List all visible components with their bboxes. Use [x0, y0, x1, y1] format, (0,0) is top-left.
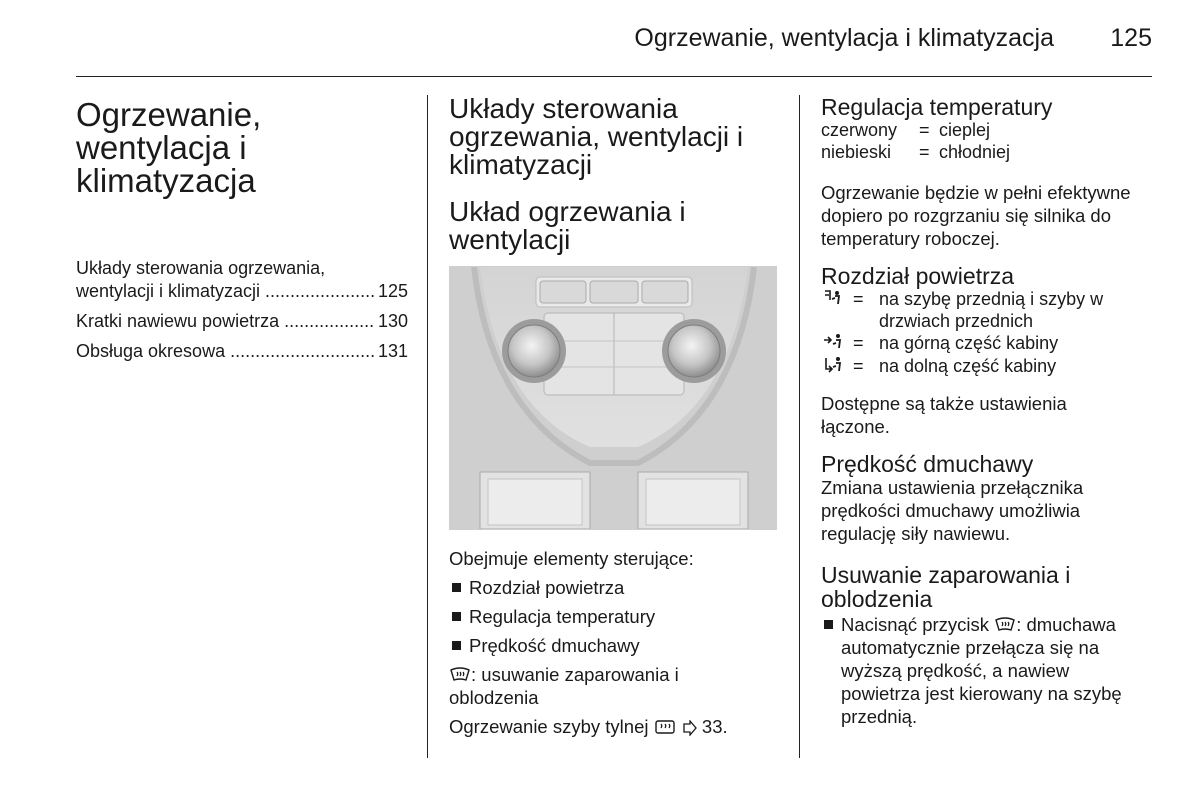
details-column	[821, 95, 1155, 728]
page-number: 125	[1110, 24, 1152, 52]
toc-entry[interactable]: Układy sterowania ogrzewania, wentylacji i klimatyzacji ..... 125	[76, 257, 408, 303]
rear-window-heating-note: Ogrzewanie szyby tylnej 33.	[449, 716, 728, 737]
subsection-title: Układ ogrzewania i wentylacji	[449, 196, 686, 255]
page-header	[0, 24, 1200, 60]
windscreen-defrost-icon	[994, 616, 1016, 634]
air-distribution-row: = na górną część kabiny	[821, 332, 1155, 355]
bullet-square-icon	[452, 641, 461, 650]
column-divider	[799, 95, 800, 758]
toc-entry[interactable]: Obsługa okresowa ..... 131	[76, 340, 408, 363]
column-divider	[427, 95, 428, 758]
upper-airflow-icon	[823, 332, 847, 350]
air-distribution-row: = na szybę przednią i szyby w drzwiach przednich	[821, 288, 1155, 332]
lower-airflow-icon	[823, 355, 847, 373]
windscreen-airflow-icon	[823, 288, 847, 306]
temperature-heading: Regulacja temperatury	[821, 94, 1053, 120]
page-reference-link[interactable]: 33.	[701, 716, 728, 737]
fan-speed-heading: Prędkość dmuchawy	[821, 451, 1034, 477]
climate-control-panel-image	[449, 266, 777, 530]
bullet-square-icon	[824, 620, 833, 629]
temperature-note: Ogrzewanie będzie w pełni efektywne dopiero po rozgrzaniu się silnika do temperatury roboczej.	[821, 182, 1131, 249]
bullet-square-icon	[452, 583, 461, 592]
rear-window-heating-icon	[654, 718, 676, 736]
bullet-square-icon	[452, 612, 461, 621]
list-item: Prędkość dmuchawy	[449, 634, 779, 657]
section-title: Układy sterowania ogrzewania, wentylacji i klimatyzacji	[449, 93, 744, 180]
chapter-title: Ogrzewanie, wentylacja i klimatyzacja	[76, 96, 262, 199]
page-reference-arrow-icon[interactable]	[681, 720, 697, 736]
running-header-title: Ogrzewanie, wentylacja i klimatyzacja	[634, 24, 1054, 52]
air-distribution-heading: Rozdział powietrza	[821, 263, 1015, 289]
temperature-row: czerwony = cieplej	[821, 120, 991, 140]
chapter-column	[76, 95, 408, 370]
fan-speed-text: Zmiana ustawienia przełącznika prędkości dmuchawy umożliwia regulację siły nawiewu.	[821, 477, 1084, 544]
demisting-heading: Usuwanie zaparowania i oblodzenia	[821, 562, 1071, 612]
list-item: Regulacja temperatury	[449, 605, 779, 628]
temperature-row: niebieski = chłodniej	[821, 142, 1011, 162]
controls-intro: Obejmuje elementy sterujące:	[449, 548, 694, 569]
table-of-contents	[76, 257, 408, 363]
header-divider	[76, 76, 1152, 77]
list-item: Rozdział powietrza	[449, 576, 779, 599]
air-distribution-note: Dostępne są także ustawienia łączone.	[821, 393, 1067, 437]
list-item: Nacisnąć przycisk : dmuchawa automatycznie przełącza się na wyższą prędkość, a nawiew powietrza jest kierowany na szybę przednią.	[821, 613, 1155, 728]
air-distribution-row: = na dolną część kabiny	[821, 355, 1155, 378]
controls-column	[449, 95, 779, 738]
defrost-note: : usuwanie zaparowania i oblodzenia	[449, 664, 679, 708]
control-panel-illustration	[450, 267, 777, 530]
toc-entry[interactable]: Kratki nawiewu powietrza ..... 130	[76, 310, 408, 333]
windscreen-defrost-icon	[449, 666, 471, 684]
